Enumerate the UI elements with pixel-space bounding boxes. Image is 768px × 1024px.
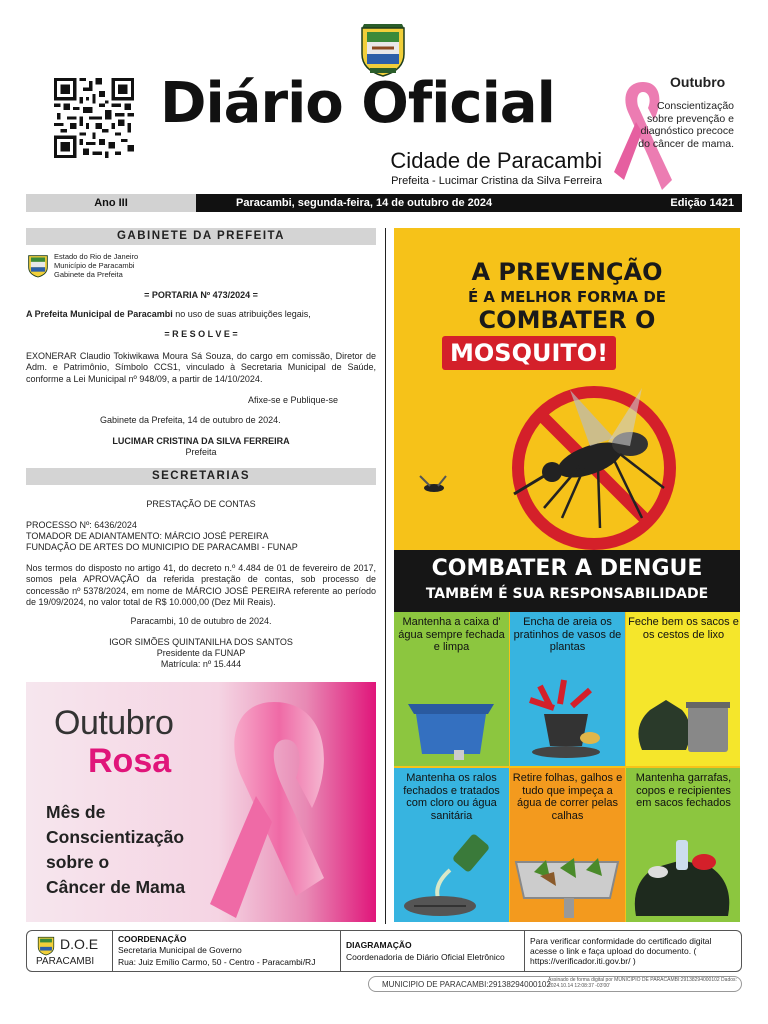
bottles-bag-icon bbox=[626, 832, 740, 922]
afixe-publique: Afixe-se e Publique-se bbox=[247, 395, 338, 405]
portaria-intro bbox=[26, 309, 376, 320]
year-label: Ano III bbox=[26, 194, 196, 212]
portaria-intro-rest: no uso de suas atribuições legais, bbox=[172, 309, 311, 319]
funap-signer-role: Presidente da FUNAP bbox=[156, 648, 246, 658]
resolve-label: = R E S O L V E = bbox=[164, 329, 238, 339]
coord-line: Secretaria Municipal de Governo bbox=[118, 945, 242, 955]
gabinete-place-date: Gabinete da Prefeita, 14 de outubro de 2024. bbox=[100, 415, 281, 425]
header-line: Gabinete da Prefeita bbox=[54, 270, 123, 279]
banner-text bbox=[46, 800, 226, 900]
section-heading-gabinete: GABINETE DA PREFEITA bbox=[26, 228, 376, 245]
trash-bag-icon bbox=[626, 666, 740, 766]
tip-water-tank bbox=[394, 612, 509, 766]
column-divider bbox=[385, 228, 386, 924]
dengue-poster bbox=[394, 228, 740, 922]
edition-date: Paracambi, segunda-feira, 14 de outubro de 2024 bbox=[236, 197, 493, 209]
municipal-crest-icon bbox=[36, 934, 56, 956]
process-line: FUNDAÇÃO DE ARTES DO MUNICIPIO DE PARACAMBI - FUNAP bbox=[26, 542, 298, 552]
footer-separator bbox=[340, 930, 341, 972]
tip-text: Encha de areia os pratinhos de vasos de plantas bbox=[513, 616, 622, 653]
portaria-number: = PORTARIA Nº 473/2024 = bbox=[144, 290, 258, 300]
footer-separator bbox=[112, 930, 113, 972]
banner-line2: Rosa bbox=[88, 742, 172, 780]
signer-name: LUCIMAR CRISTINA DA SILVA FERREIRA bbox=[112, 436, 290, 446]
section-heading-secretarias: SECRETARIAS bbox=[26, 468, 376, 485]
qr-code bbox=[54, 78, 134, 158]
coord-line: Rua: Juiz Emílio Carmo, 50 - Centro - Paracambi/RJ bbox=[118, 957, 316, 967]
campaign-title: Outubro bbox=[670, 74, 726, 90]
water-tank-icon bbox=[394, 666, 509, 766]
tip-gutters bbox=[510, 768, 625, 922]
tip-bottles bbox=[626, 768, 740, 922]
banner-text-line: Conscientização bbox=[46, 827, 185, 847]
gabinete-header-lines bbox=[54, 252, 138, 279]
mosquito-prohibited-icon bbox=[394, 368, 740, 550]
tip-text: Retire folhas, galhos e tudo que impeça a água de correr pelas calhas bbox=[512, 772, 623, 822]
tip-text: Mantenha a caixa d' água sempre fechada e limpa bbox=[398, 616, 505, 653]
poster-heading-2: É A MELHOR FORMA DE bbox=[467, 288, 667, 306]
poster-heading-mosquito: MOSQUITO! bbox=[442, 336, 616, 370]
banner-text-line: Câncer de Mama bbox=[46, 877, 186, 897]
mayor-subtitle: Prefeita - Lucimar Cristina da Silva Ferreira bbox=[391, 175, 602, 187]
coord-heading: COORDENAÇÃO bbox=[118, 934, 187, 944]
poster-heading-3: COMBATER O bbox=[478, 306, 656, 334]
plant-pot-icon bbox=[510, 666, 625, 766]
footer-separator bbox=[524, 930, 525, 972]
portaria-intro-bold: A Prefeita Municipal de Paracambi bbox=[26, 309, 173, 319]
outubro-rosa-banner bbox=[26, 682, 376, 922]
tip-plant-dish bbox=[510, 612, 625, 766]
header-line: Estado do Rio de Janeiro bbox=[54, 252, 139, 261]
process-line: PROCESSO Nº: 6436/2024 bbox=[26, 520, 137, 530]
tip-trash-bags bbox=[626, 612, 740, 766]
banner-text-line: Mês de bbox=[46, 802, 106, 822]
banner-text-line: sobre o bbox=[46, 852, 110, 872]
tips-grid bbox=[394, 612, 740, 922]
secretarias-place-date: Paracambi, 10 de outubro de 2024. bbox=[130, 616, 272, 626]
tip-text: Feche bem os sacos e os cestos de lixo bbox=[628, 616, 739, 641]
doe-city: PARACAMBI bbox=[36, 956, 95, 967]
signature-id: MUNICIPIO DE PARACAMBI:29138294000102 bbox=[382, 980, 551, 989]
edition-info-bar bbox=[26, 194, 742, 212]
diag-line: Coordenadoria de Diário Oficial Eletrônico bbox=[346, 952, 505, 962]
gutter-leaves-icon bbox=[510, 832, 625, 922]
poster-heading-1: A PREVENÇÃO bbox=[471, 258, 663, 286]
funap-signer-name: IGOR SIMÕES QUINTANILHA DOS SANTOS bbox=[109, 637, 293, 647]
process-line: TOMADOR DE ADIANTAMENTO: MÁRCIO JOSÉ PEREIRA bbox=[26, 531, 269, 541]
newspaper-title: Diário Oficial bbox=[160, 71, 555, 136]
diag-heading: DIAGRAMAÇÃO bbox=[346, 940, 412, 950]
verification-text: Para verificar conformidade do certificado digital acesse o link e faça upload do documento. ( https://verificador.iti.gov.br/ ) bbox=[530, 936, 712, 966]
dengue-band bbox=[394, 550, 740, 612]
portaria-body: EXONERAR Claudio Tokiwikawa Moura Sá Souza, do cargo em comissão, Diretor de Adm. e Patrimônio, Símbolo CCS1, vinculado à Secretaria Municipal de Saúde, conforme a Lei Municipal nº 948/09, a partir de 14/10/2024. bbox=[26, 351, 376, 384]
tip-text: Mantenha os ralos fechados e tratados com cloro ou água sanitária bbox=[403, 772, 500, 822]
doe-logo-text: D.O.E bbox=[60, 936, 99, 952]
prestacao-title: PRESTAÇÃO DE CONTAS bbox=[146, 499, 256, 509]
municipal-crest-icon bbox=[26, 252, 50, 278]
tip-text: Mantenha garrafas, copos e recipientes em sacos fechados bbox=[635, 772, 732, 809]
edition-number: Edição 1421 bbox=[670, 197, 734, 209]
signature-details: Assinado de forma digital por MUNICIPIO DE PARACAMBI:29138294000102 Dados: 2024.10.14 12:08:37 -03'00' bbox=[548, 977, 737, 989]
prestacao-body: Nos termos do disposto no artigo 41, do decreto n.º 4.484 de 01 de fevereiro de 2017, somos pela APROVAÇÃO da referida prestação de contas, sob processo de concessão nº 5378/2024, em nome de MÁRCIO JOSÉ PEREIRA referente ao período de 19/09/2024, no valor total de R$ 10.000,00 (Dez Mil Reais). bbox=[26, 563, 376, 607]
drain-bottle-icon bbox=[394, 832, 509, 922]
banner-line1: Outubro bbox=[54, 704, 174, 742]
funap-signer-registration: Matrícula: nº 15.444 bbox=[160, 659, 242, 669]
band-subtitle: TAMBÉM É SUA RESPONSABILIDADE bbox=[425, 586, 709, 602]
campaign-text: Conscientização sobre prevenção e diagnóstico precoce do câncer de mama. bbox=[638, 100, 734, 150]
header-line: Município de Paracambi bbox=[54, 261, 135, 270]
tip-drains bbox=[394, 768, 509, 922]
signer-role: Prefeita bbox=[185, 447, 217, 457]
city-name: Cidade de Paracambi bbox=[390, 148, 602, 173]
band-title: COMBATER A DENGUE bbox=[431, 556, 703, 581]
